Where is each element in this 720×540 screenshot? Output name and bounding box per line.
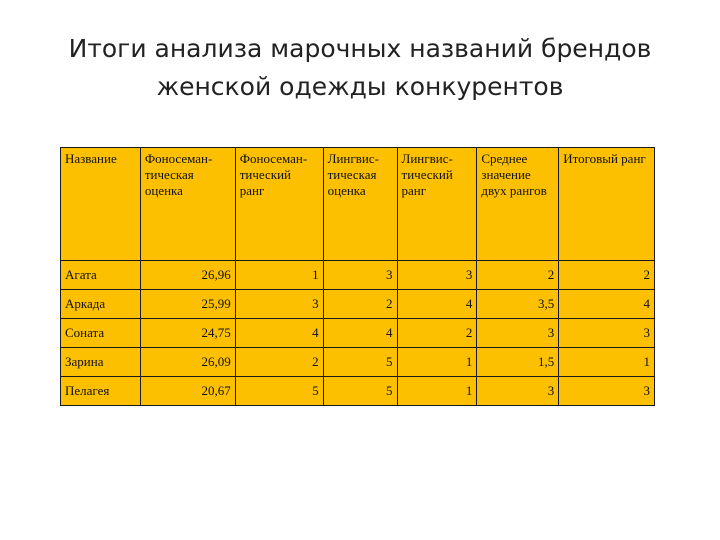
phonosemantic-score-cell: 25,99 bbox=[140, 290, 235, 319]
slide-title bbox=[30, 30, 690, 106]
phonosemantic-score-cell: 26,96 bbox=[140, 261, 235, 290]
table-row bbox=[61, 377, 655, 406]
header-final-rank: Итоговый ранг bbox=[559, 148, 655, 261]
table-row bbox=[61, 348, 655, 377]
phonosemantic-rank-cell: 4 bbox=[235, 319, 323, 348]
linguistic-score-cell: 5 bbox=[323, 348, 397, 377]
slide-title-line-1: Итоги анализа марочных названий брендов bbox=[68, 34, 652, 63]
average-rank-cell: 3,5 bbox=[477, 290, 559, 319]
header-linguistic-score: Лингвис-тическая оценка bbox=[323, 148, 397, 261]
linguistic-rank-cell: 1 bbox=[397, 348, 477, 377]
table-row bbox=[61, 261, 655, 290]
final-rank-cell: 2 bbox=[559, 261, 655, 290]
header-name: Название bbox=[61, 148, 141, 261]
phonosemantic-rank-cell: 3 bbox=[235, 290, 323, 319]
brand-analysis-table bbox=[60, 147, 655, 406]
average-rank-cell: 2 bbox=[477, 261, 559, 290]
linguistic-rank-cell: 3 bbox=[397, 261, 477, 290]
average-rank-cell: 3 bbox=[477, 377, 559, 406]
brand-name-cell: Агата bbox=[61, 261, 141, 290]
phonosemantic-score-cell: 24,75 bbox=[140, 319, 235, 348]
phonosemantic-rank-cell: 1 bbox=[235, 261, 323, 290]
slide-title-line-2: женской одежды конкурентов bbox=[156, 72, 564, 101]
table-row bbox=[61, 319, 655, 348]
brand-name-cell: Пелагея bbox=[61, 377, 141, 406]
header-phonosemantic-score: Фоносеман-тическая оценка bbox=[140, 148, 235, 261]
phonosemantic-score-cell: 20,67 bbox=[140, 377, 235, 406]
table-row bbox=[61, 290, 655, 319]
linguistic-rank-cell: 2 bbox=[397, 319, 477, 348]
average-rank-cell: 3 bbox=[477, 319, 559, 348]
linguistic-score-cell: 3 bbox=[323, 261, 397, 290]
linguistic-score-cell: 4 bbox=[323, 319, 397, 348]
phonosemantic-rank-cell: 2 bbox=[235, 348, 323, 377]
table-header-row bbox=[61, 148, 655, 261]
header-linguistic-rank: Лингвис-тический ранг bbox=[397, 148, 477, 261]
brand-name-cell: Соната bbox=[61, 319, 141, 348]
average-rank-cell: 1,5 bbox=[477, 348, 559, 377]
linguistic-rank-cell: 1 bbox=[397, 377, 477, 406]
final-rank-cell: 4 bbox=[559, 290, 655, 319]
linguistic-score-cell: 5 bbox=[323, 377, 397, 406]
final-rank-cell: 1 bbox=[559, 348, 655, 377]
brand-name-cell: Зарина bbox=[61, 348, 141, 377]
header-average-rank: Среднее значение двух рангов bbox=[477, 148, 559, 261]
phonosemantic-score-cell: 26,09 bbox=[140, 348, 235, 377]
header-phonosemantic-rank: Фоносеман-тический ранг bbox=[235, 148, 323, 261]
linguistic-rank-cell: 4 bbox=[397, 290, 477, 319]
final-rank-cell: 3 bbox=[559, 319, 655, 348]
phonosemantic-rank-cell: 5 bbox=[235, 377, 323, 406]
linguistic-score-cell: 2 bbox=[323, 290, 397, 319]
brand-name-cell: Аркада bbox=[61, 290, 141, 319]
final-rank-cell: 3 bbox=[559, 377, 655, 406]
